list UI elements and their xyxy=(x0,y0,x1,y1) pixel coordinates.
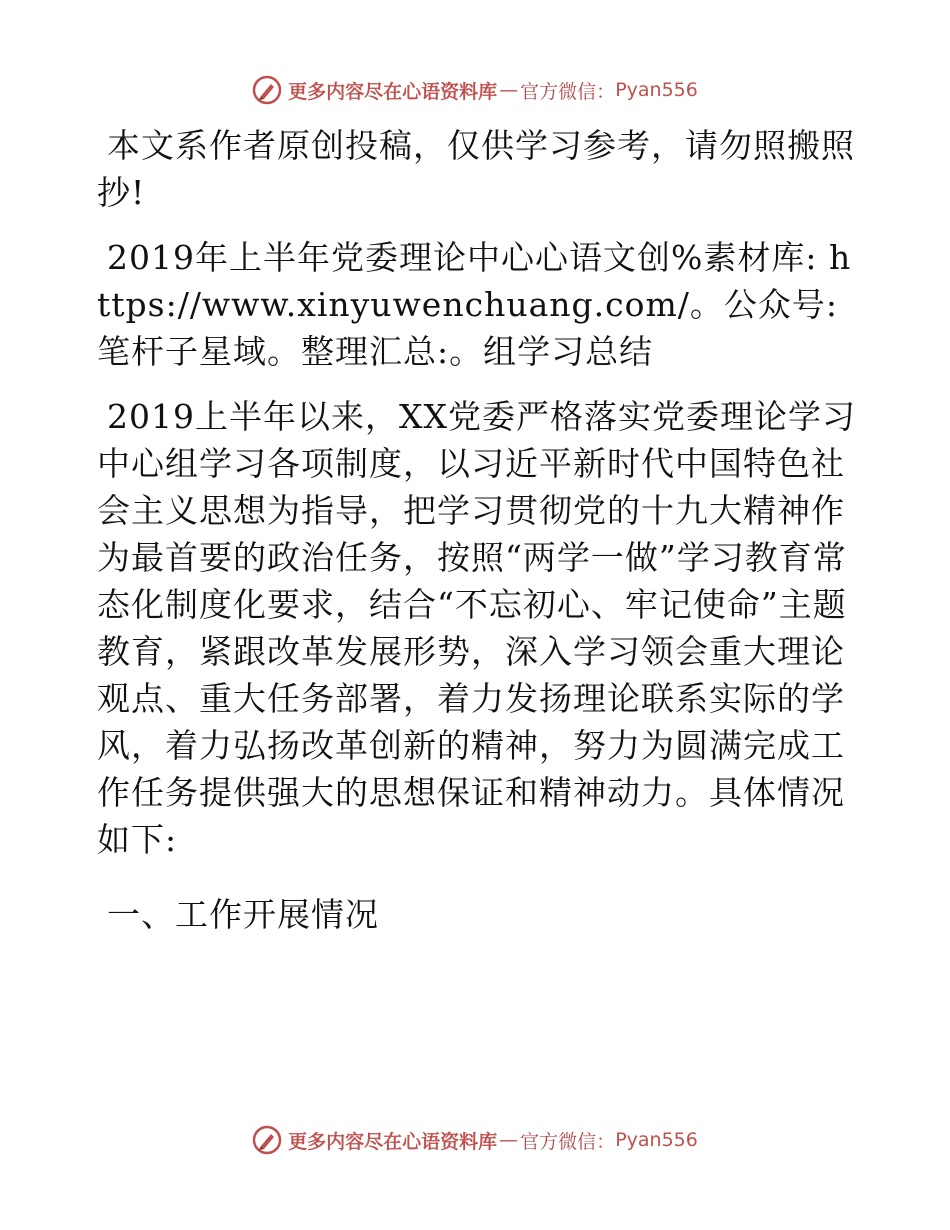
notice-paragraph: 本文系作者原创投稿，仅供学习参考，请勿照搬照抄! xyxy=(97,126,855,212)
header-watermark xyxy=(0,70,950,110)
intro-paragraph: 2019上半年以来，XX党委严格落实党委理论学习中心组学习各项制度，以习近平新时代中国特色社会主义思想为指导，把学习贯彻党的十九大精神作为最首要的政治任务，按照“两学一做”学习教育常态化制度化要求，结合“不忘初心、牢记使命”主题教育，紧跟改革发展形势，深入学习领会重大理论观点、重大任务部署，着力发扬理论联系实际的学风，着力弘扬改革创新的精神，努力为圆满完成工作任务提供强大的思想保证和精神动力。具体情况如下: xyxy=(97,397,856,859)
watermark-wechat-label: 官方微信： xyxy=(520,1130,616,1153)
watermark-wechat-id: Pyan556 xyxy=(615,79,698,101)
pen-logo-icon xyxy=(252,75,282,105)
watermark-wechat-label: 官方微信： xyxy=(520,80,616,103)
section-heading: 一、工作开展情况 xyxy=(107,895,379,934)
watermark-main-text: 更多内容尽在心语资料库 xyxy=(288,1130,498,1153)
watermark-dash: — xyxy=(499,1129,519,1151)
watermark-dash: — xyxy=(499,79,519,101)
watermark-main-text: 更多内容尽在心语资料库 xyxy=(288,80,498,103)
source-paragraph: 2019年上半年党委理论中心心语文创%素材库: https://www.xinyuwenchuang.com/。公众号: 笔杆子星域。整理汇总:。组学习总结 xyxy=(97,238,852,371)
footer-watermark xyxy=(0,1120,950,1160)
pen-logo-icon xyxy=(252,1125,282,1155)
document-body xyxy=(97,122,857,938)
watermark-wechat-id: Pyan556 xyxy=(615,1129,698,1151)
